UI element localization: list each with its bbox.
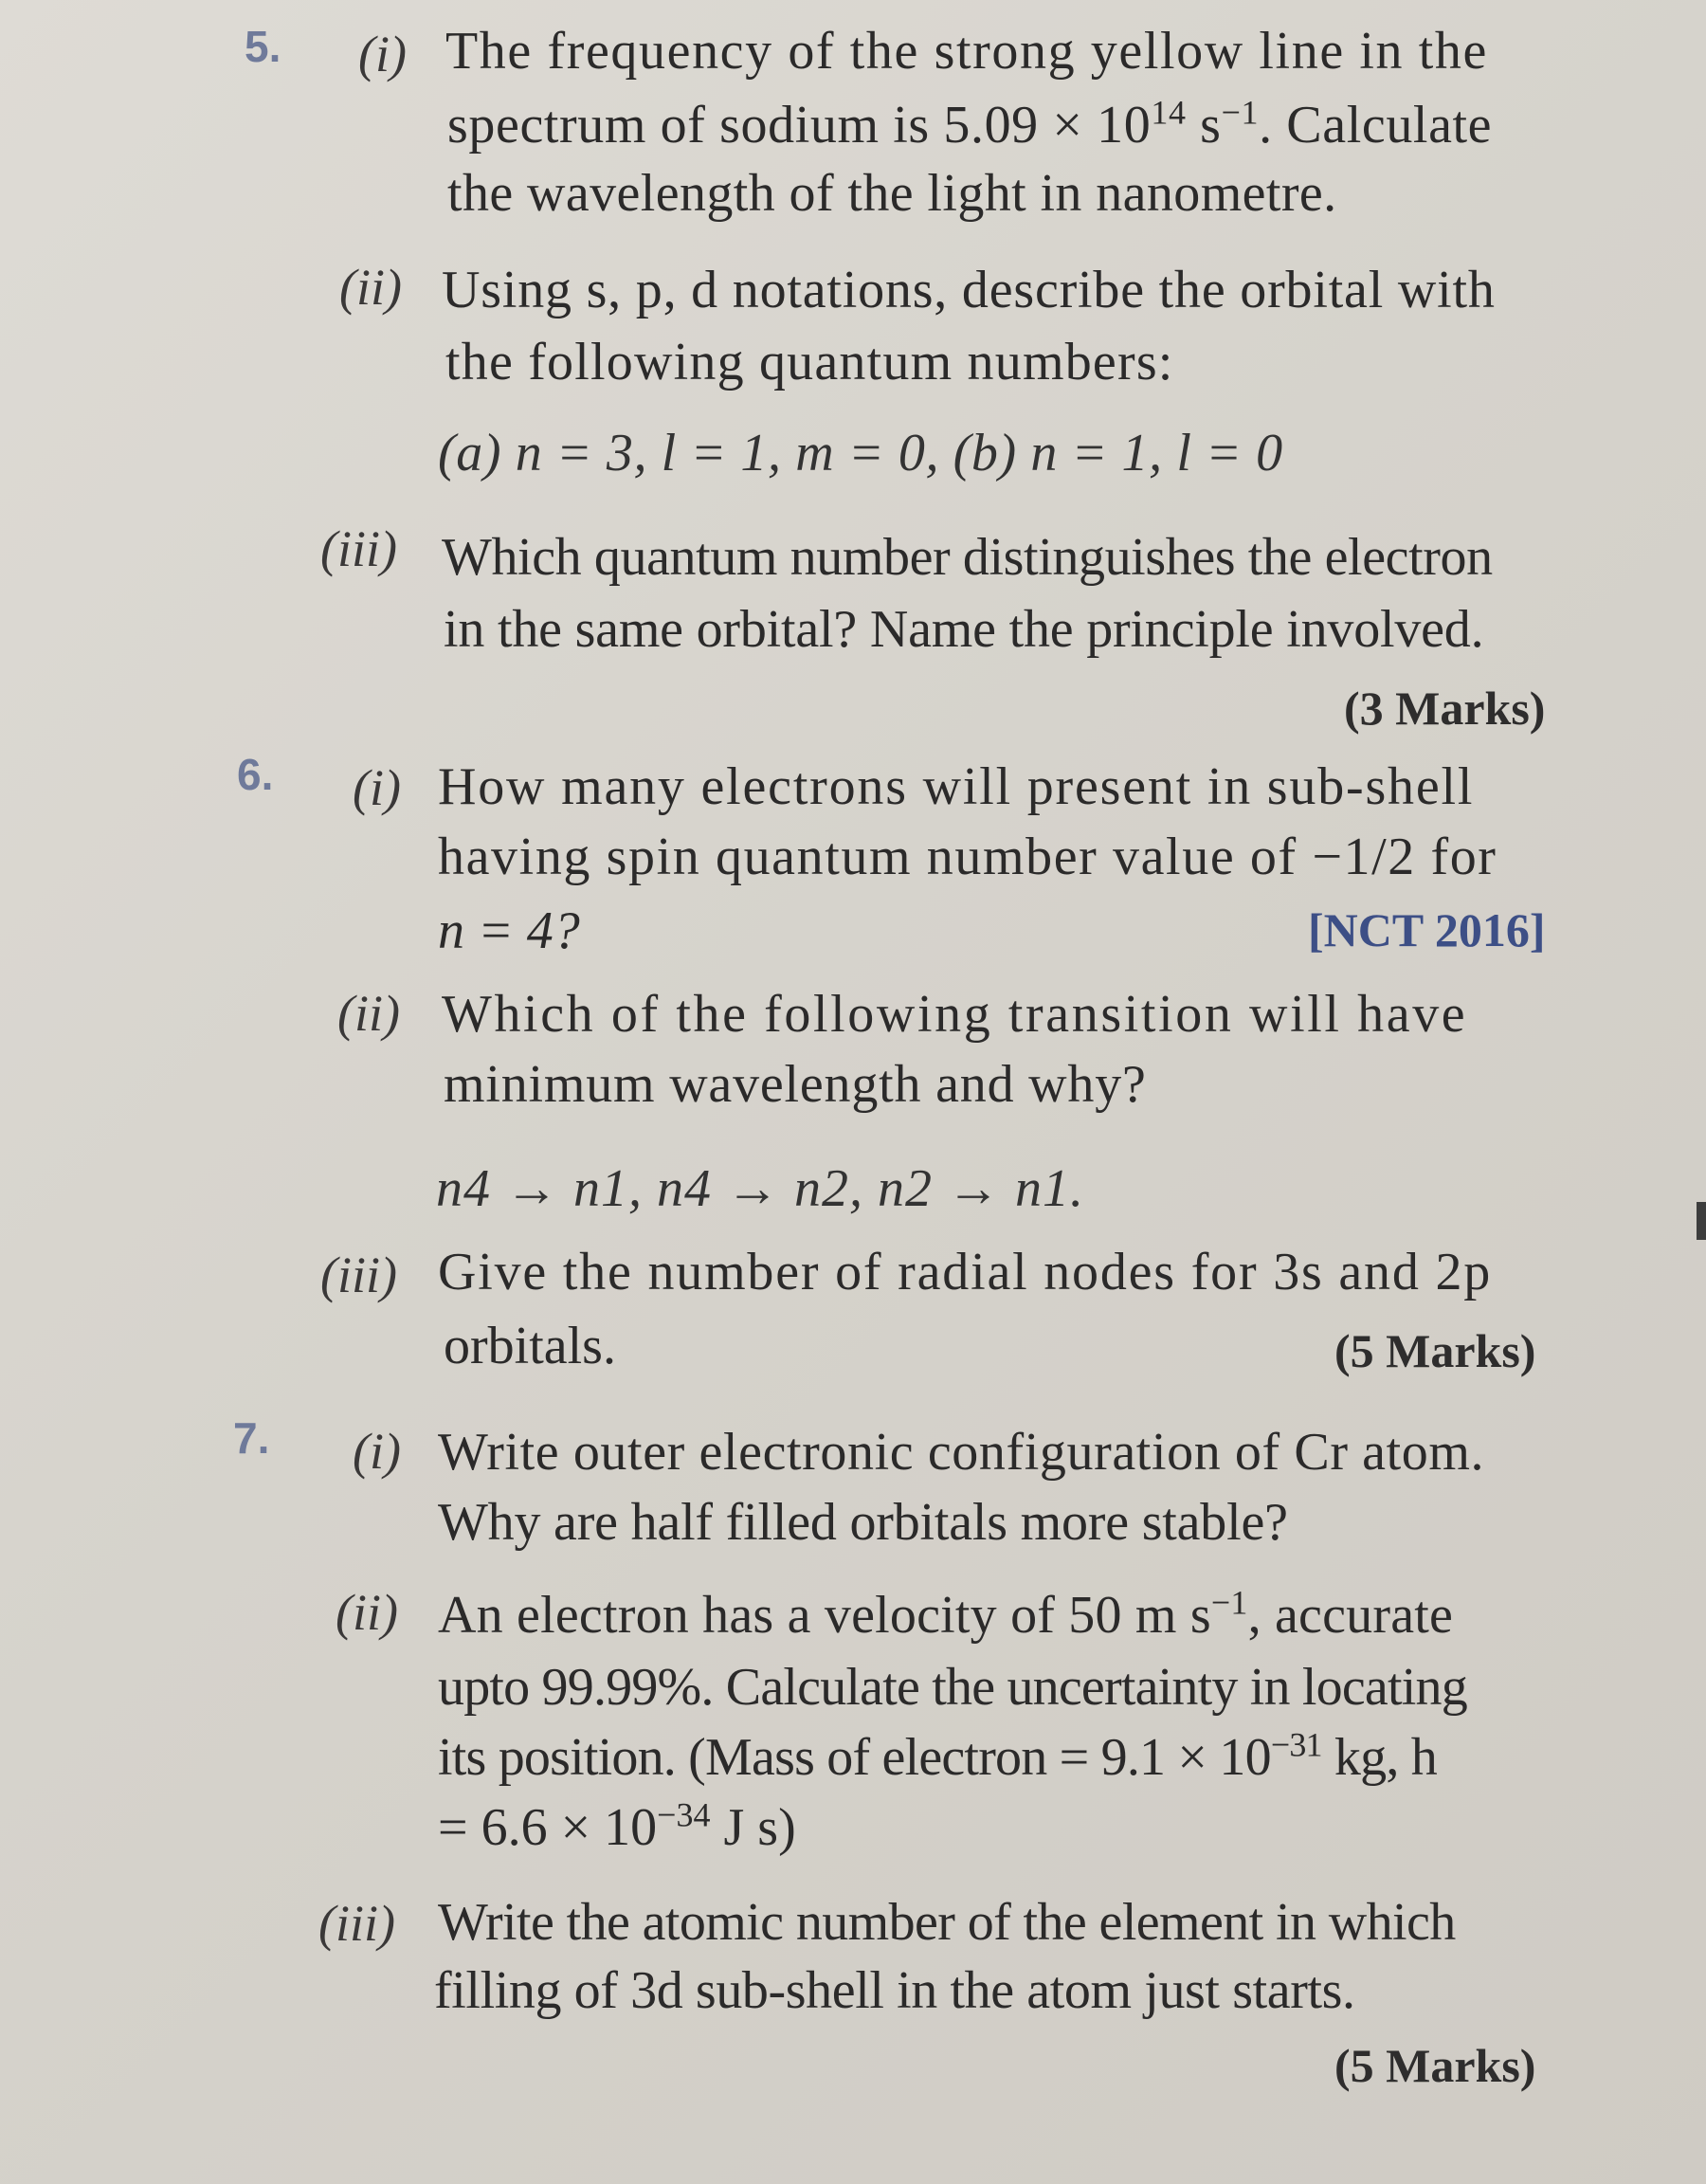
q6-part-i-line3: n = 4?: [438, 901, 580, 960]
q5-exponent-14: 14: [1151, 93, 1187, 132]
q5-part-i-line2: [447, 95, 1492, 155]
q5-part-i-line3: the wavelength of the light in nanometre.: [447, 164, 1337, 223]
q7-part-ii-line4-text-b: J s): [710, 1798, 796, 1857]
q7-part-ii-line1-text-a: An electron has a velocity of 50 m s: [438, 1586, 1211, 1645]
q7-part-iii-label: (iii): [318, 1895, 395, 1952]
q7-part-ii-line3-text-a: its position. (Mass of electron = 9.1 × 10: [438, 1728, 1271, 1787]
q5-part-i-line1: The frequency of the strong yellow line in the: [445, 22, 1488, 81]
q7-part-ii-line2: upto 99.99%. Calculate the uncertainty in locating: [438, 1658, 1467, 1717]
q5-part-ii-quantum-numbers: (a) n = 3, l = 1, m = 0, (b) n = 1, l = 0: [438, 424, 1283, 482]
question-6-number: 6.: [237, 750, 274, 799]
q7-marks: (5 Marks): [1334, 2039, 1536, 2092]
q5-part-iii-label: (iii): [320, 520, 397, 577]
q7-part-iii-line1: Write the atomic number of the element in which: [438, 1893, 1456, 1952]
page-edge-mark: [1697, 1202, 1706, 1240]
q7-exponent-minus-1: −1: [1210, 1583, 1248, 1622]
q7-part-ii-line4: [438, 1797, 796, 1858]
q5-part-i-line2-text-b: s: [1186, 96, 1222, 155]
q6-part-iii-label: (iii): [320, 1247, 397, 1303]
q7-exponent-minus-34: −34: [657, 1795, 711, 1834]
q6-part-iii-line2: orbitals.: [444, 1317, 616, 1375]
q5-part-i-label: (i): [358, 26, 407, 82]
q7-part-ii-line3: [438, 1727, 1437, 1788]
q7-part-i-line1: Write outer electronic configuration of Cr atom.: [438, 1423, 1485, 1482]
q6-part-ii-line1: Which of the following transition will have: [442, 985, 1468, 1044]
q7-part-i-label: (i): [353, 1423, 401, 1480]
q5-part-iii-line2: in the same orbital? Name the principle involved.: [444, 600, 1484, 659]
q5-part-iii-line1: Which quantum number distinguishes the electron: [442, 528, 1493, 587]
q7-part-ii-line1-text-b: , accurate: [1247, 1586, 1454, 1645]
q6-part-ii-line2: minimum wavelength and why?: [444, 1055, 1147, 1114]
question-7-number: 7.: [233, 1413, 270, 1463]
q7-part-ii-label: (ii): [336, 1584, 398, 1641]
q7-part-ii-line3-text-b: kg, h: [1321, 1728, 1437, 1787]
q5-exponent-minus-1: −1: [1221, 93, 1260, 132]
q7-part-ii-line4-text-a: = 6.6 × 10: [438, 1798, 658, 1857]
q5-part-ii-label: (ii): [339, 259, 402, 316]
q7-part-i-line2: Why are half filled orbitals more stable?: [438, 1493, 1288, 1552]
q7-part-ii-line1: [438, 1585, 1453, 1646]
q6-part-i-line2: having spin quantum number value of −1/2 for: [438, 828, 1497, 886]
q6-part-iii-line1: Give the number of radial nodes for 3s and 2p: [438, 1243, 1493, 1301]
q5-marks: (3 Marks): [1344, 682, 1546, 735]
q6-part-ii-label: (ii): [337, 985, 400, 1042]
q5-part-i-line2-text-a: spectrum of sodium is 5.09 × 10: [447, 96, 1152, 155]
q7-exponent-minus-31: −31: [1270, 1725, 1322, 1764]
q5-part-ii-line2: the following quantum numbers:: [445, 333, 1174, 391]
q6-source-reference: [NCT 2016]: [1308, 903, 1546, 956]
q5-part-ii-line1: Using s, p, d notations, describe the orbital with: [442, 261, 1496, 319]
q6-part-i-line1: How many electrons will present in sub-shell: [438, 757, 1475, 816]
q7-part-iii-line2: filling of 3d sub-shell in the atom just starts.: [434, 1961, 1355, 2020]
question-5-number: 5.: [245, 22, 281, 71]
q6-part-i-label: (i): [353, 759, 401, 816]
q6-marks: (5 Marks): [1334, 1324, 1536, 1377]
q6-part-ii-transitions: n4 → n1, n4 → n2, n2 → n1.: [436, 1159, 1084, 1218]
q5-part-i-line2-text-c: . Calculate: [1259, 96, 1493, 155]
